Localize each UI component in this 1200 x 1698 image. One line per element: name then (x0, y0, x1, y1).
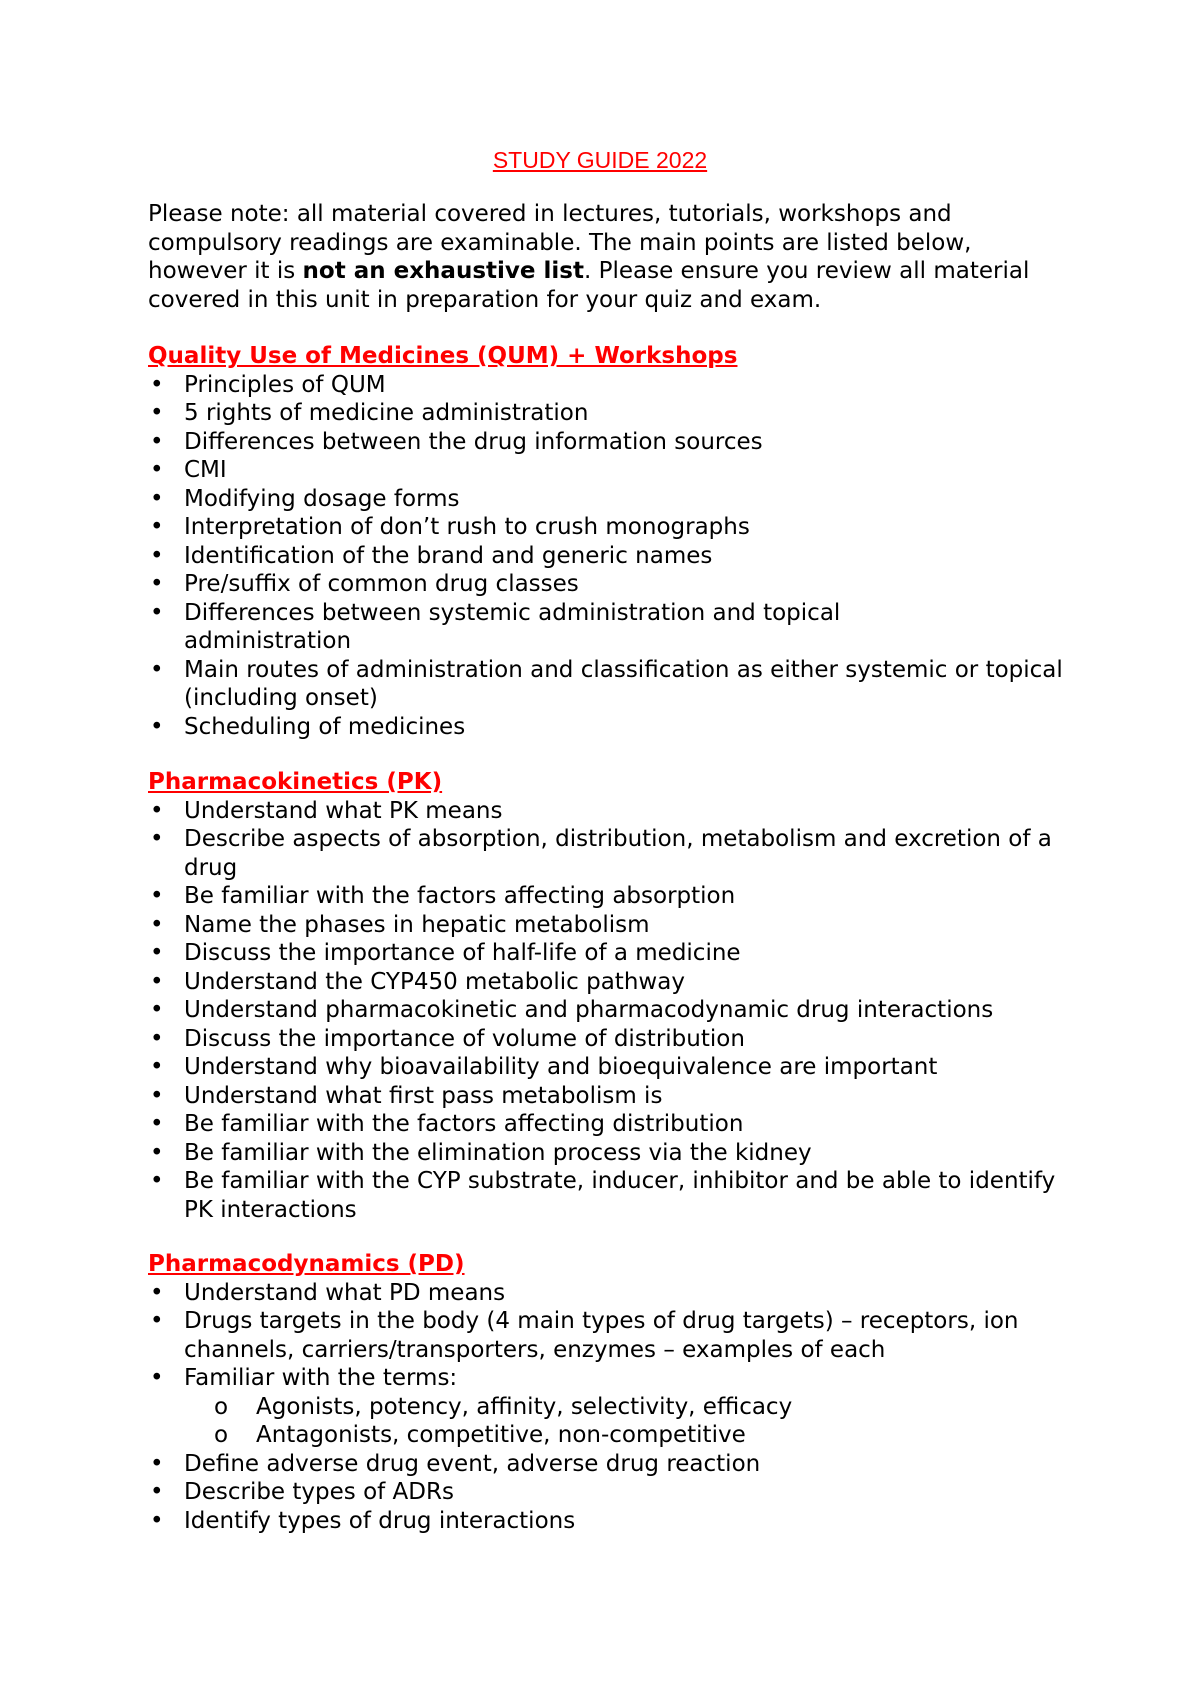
section-heading: Quality Use of Medicines (QUM) + Workshops (148, 343, 738, 369)
sub-list-item: o Antagonists, competitive, non-competitive (214, 1422, 746, 1448)
list-item: • Differences between the drug information sources (150, 428, 763, 455)
list-item: • Identification of the brand and generic names (150, 542, 713, 569)
list-item: • Define adverse drug event, adverse drug reaction (150, 1450, 761, 1477)
bullet-icon: • (150, 1308, 164, 1334)
list-item: • Understand what first pass metabolism is (150, 1082, 663, 1109)
bullet-list (148, 371, 1068, 742)
list-item: • Pre/suffix of common drug classes (150, 571, 579, 597)
list-item: • Name the phases in hepatic metabolism (150, 911, 650, 938)
bullet-icon: • (150, 1082, 164, 1109)
list-item: • Discuss the importance of volume of distribution (150, 1025, 745, 1052)
bullet-icon: • (150, 542, 164, 569)
bullet-icon: • (150, 1279, 164, 1306)
intro-text-start: Please note: all material covered in lectures, tutorials, workshops and compulsory readings are examinable. The main points are listed below, however it is (148, 201, 972, 284)
bullet-icon: • (150, 485, 164, 512)
bullet-icon: • (150, 1111, 164, 1137)
sub-bullet-icon: o (214, 1393, 229, 1420)
list-item: • Understand what PD means (150, 1279, 506, 1306)
bullet-icon: • (150, 514, 164, 540)
list-item: • Understand the CYP450 metabolic pathway (150, 968, 685, 995)
list-item: • Understand what PK means (150, 797, 503, 824)
bullet-icon: • (150, 400, 164, 426)
list-item: • 5 rights of medicine administration (150, 400, 589, 426)
list-item: • Familiar with the terms: (150, 1365, 458, 1391)
list-item: • Understand pharmacokinetic and pharmacodynamic drug interactions (150, 997, 994, 1023)
list-item: • Discuss the importance of half-life of a medicine (150, 940, 741, 966)
list-item: • Drugs targets in the body (4 main types of drug targets) – receptors, ion channels, carriers/transporters, enzymes – examples of each (150, 1308, 1019, 1363)
bullet-icon: • (150, 1450, 164, 1477)
section-pd (148, 1250, 1068, 1535)
bullet-icon: • (150, 1479, 164, 1505)
bullet-icon: • (150, 1054, 164, 1080)
bullet-icon: • (150, 911, 164, 938)
intro-text-end: . Please ensure you review all material covered in this unit in preparation for your quiz and exam. (148, 258, 1030, 313)
bullet-icon: • (150, 428, 164, 455)
bullet-icon: • (150, 1168, 164, 1194)
list-item: • Scheduling of medicines (150, 713, 466, 740)
section-qum (148, 342, 1068, 741)
bullet-icon: • (150, 371, 164, 398)
sub-list-item: o Agonists, potency, affinity, selectivity, efficacy (214, 1393, 793, 1420)
bullet-icon: • (150, 826, 164, 852)
bullet-list (148, 797, 1068, 1225)
bullet-icon: • (150, 1507, 164, 1534)
bullet-icon: • (150, 968, 164, 995)
bullet-icon: • (150, 940, 164, 966)
bullet-icon: • (150, 1139, 164, 1166)
bullet-icon: • (150, 1025, 164, 1052)
list-item: • Interpretation of don’t rush to crush monographs (150, 514, 750, 540)
section-pk (148, 768, 1068, 1224)
bullet-icon: • (150, 457, 164, 483)
bullet-icon: • (150, 1365, 164, 1391)
sub-bullet-icon: o (214, 1422, 229, 1448)
list-item: • Describe aspects of absorption, distribution, metabolism and excretion of a drug (150, 826, 1052, 881)
list-item: • Be familiar with the CYP substrate, inducer, inhibitor and be able to identify PK interactions (150, 1168, 1056, 1223)
bullet-icon: • (150, 883, 164, 909)
section-heading: Pharmacodynamics (PD) (148, 1251, 465, 1277)
list-item: • Be familiar with the factors affecting distribution (150, 1111, 744, 1137)
page-title: STUDY GUIDE 2022 (492, 147, 708, 173)
intro-paragraph (148, 200, 1048, 314)
section-heading: Pharmacokinetics (PK) (148, 769, 443, 795)
bullet-list (148, 1279, 1068, 1536)
list-item: • Modifying dosage forms (150, 485, 460, 512)
list-item: • Understand why bioavailability and bioequivalence are important (150, 1054, 938, 1080)
intro-emphasis: not an exhaustive list (302, 258, 584, 284)
bullet-icon: • (150, 997, 164, 1023)
list-item: • Describe types of ADRs (150, 1479, 454, 1505)
list-item: • Be familiar with the elimination process via the kidney (150, 1139, 812, 1166)
list-item: • Identify types of drug interactions (150, 1507, 576, 1534)
list-item: • CMI (150, 457, 227, 483)
bullet-icon: • (150, 713, 164, 740)
bullet-icon: • (150, 797, 164, 824)
bullet-icon: • (150, 571, 164, 597)
list-item: • Be familiar with the factors affecting absorption (150, 883, 736, 909)
bullet-icon: • (150, 599, 164, 626)
list-item: • Principles of QUM (150, 371, 386, 398)
list-item: • Differences between systemic administration and topical administration (150, 599, 841, 654)
bullet-icon: • (150, 656, 164, 683)
list-item: • Main routes of administration and classification as either systemic or topical (including onset) (150, 656, 1063, 711)
